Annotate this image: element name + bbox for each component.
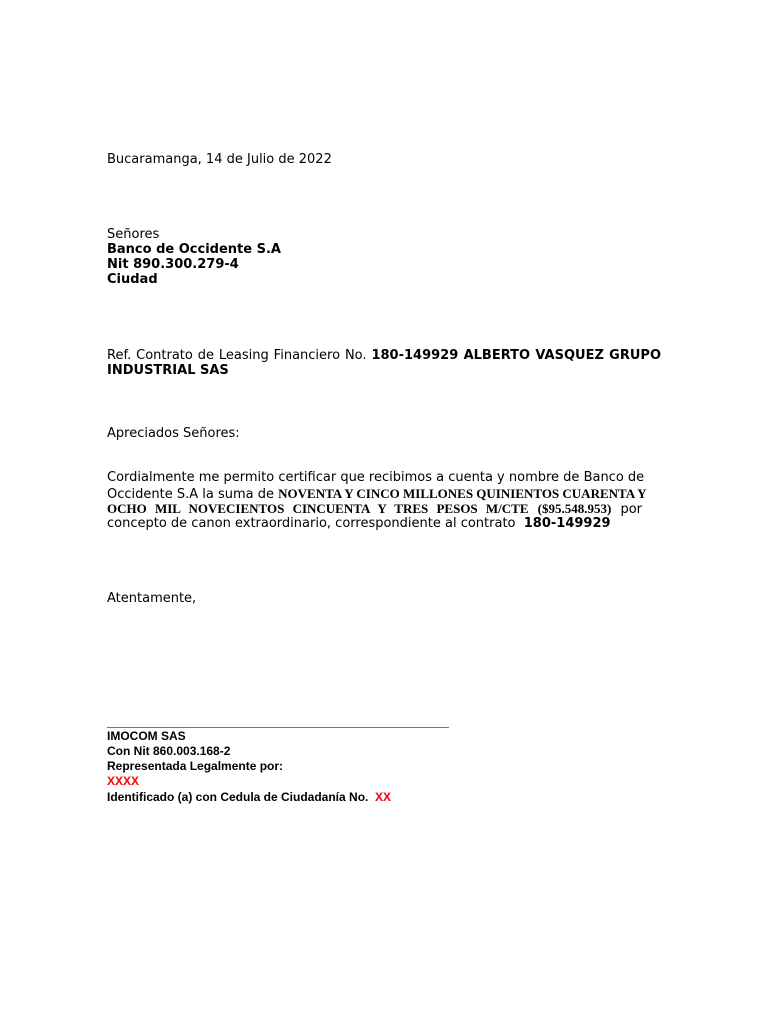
reference-prefix: Ref. Contrato de Leasing Financiero No. xyxy=(107,348,367,363)
greeting: Apreciados Señores: xyxy=(107,426,240,441)
body-line-4-text: concepto de canon extraordinario, correspondiente al contrato xyxy=(107,516,516,531)
representative-name-placeholder: XXXX xyxy=(107,774,140,788)
recipient-nit: Nit 890.300.279-4 xyxy=(107,257,239,272)
signature-company: IMOCOM SAS xyxy=(107,729,186,743)
id-number-placeholder: XX xyxy=(375,790,392,804)
body-line-1 xyxy=(107,470,645,485)
date-line: Bucaramanga, 14 de Julio de 2022 xyxy=(107,152,332,167)
body-contract-number: 180-149929 xyxy=(523,516,611,531)
reference-line xyxy=(107,348,661,363)
signature-represented-by: Representada Legalmente por: xyxy=(107,759,284,773)
amount-words-2: OCHO MIL NOVECIENTOS CINCUENTA Y TRES PESOS M/CTE xyxy=(107,501,529,516)
signature-nit: Con Nit 860.003.168-2 xyxy=(107,744,231,758)
signature-line xyxy=(107,727,449,728)
recipient-company: Banco de Occidente S.A xyxy=(107,242,281,257)
amount-words-1: NOVENTA Y CINCO MILLONES QUINIENTOS CUARENTA Y xyxy=(278,486,647,501)
body-line-1-text: Cordialmente me permito certificar que recibimos a cuenta y nombre de Banco de xyxy=(107,470,645,485)
body-line-4 xyxy=(107,516,611,531)
id-label: Identificado (a) con Cedula de Ciudadanía No. xyxy=(107,790,369,804)
closing: Atentamente, xyxy=(107,591,197,606)
amount-figure: ($95.548.953) xyxy=(537,501,612,516)
body-line-2-text: Occidente S.A la suma de xyxy=(107,487,275,502)
body-line-3-tail: por xyxy=(620,502,642,517)
body-line-2 xyxy=(107,486,647,502)
recipient-city: Ciudad xyxy=(107,272,158,287)
signature-id-line xyxy=(107,790,391,804)
body-line-3 xyxy=(107,501,642,517)
reference-contract: 180-149929 ALBERTO VASQUEZ GRUPO xyxy=(371,348,661,363)
recipient-salutation: Señores xyxy=(107,227,160,242)
reference-company-cont: INDUSTRIAL SAS xyxy=(107,363,229,378)
